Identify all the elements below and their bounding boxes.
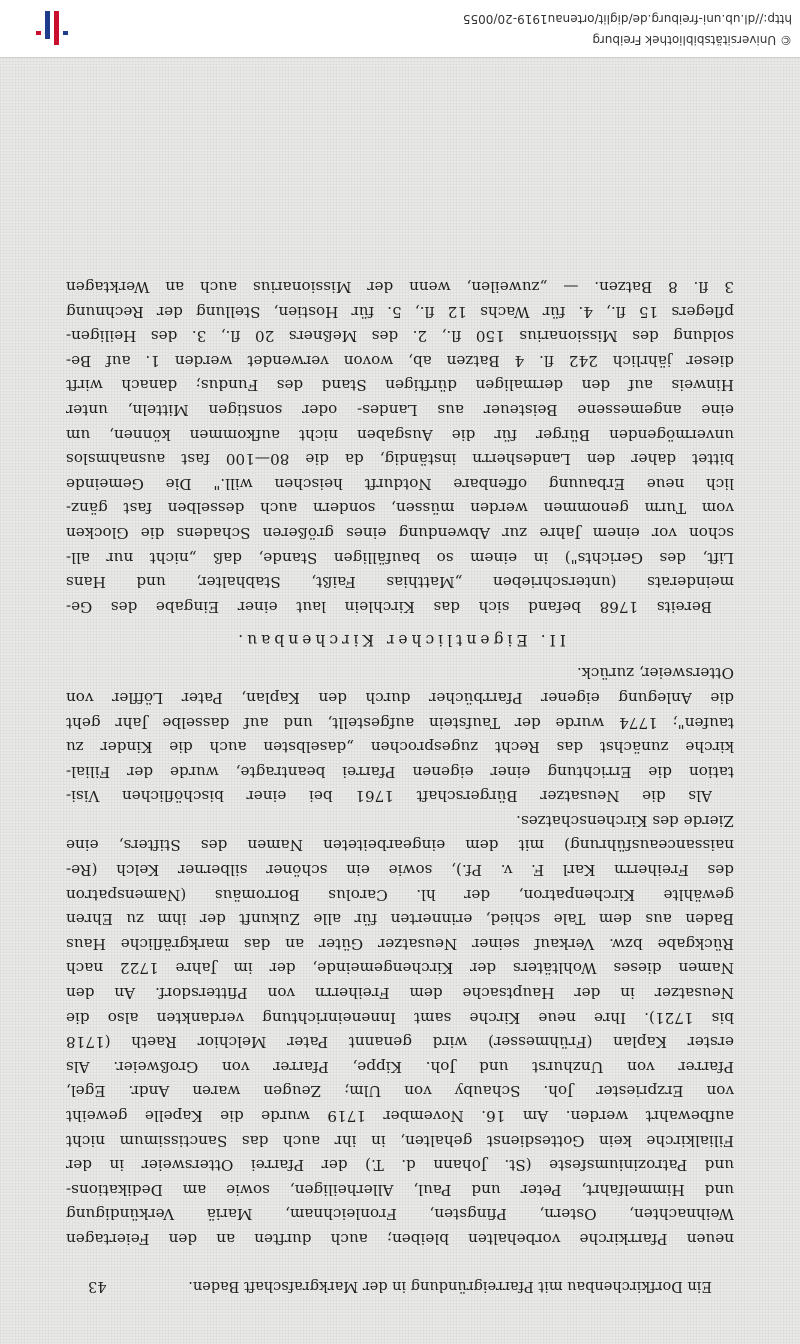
text-line: gewählte Kirchenpatron, der hl. Carolus Borromäus (Namenspatron [66,885,734,904]
text-line: tation die Errichtung einer eigenen Pfarrei beantragte, wurde der Filial- [66,762,734,781]
text-line: Pfarrer von Unzhurst und Joh. Kippe, Pfarrer von Großweier. Als [66,1057,734,1076]
running-head [88,1278,712,1294]
text-line: Als die Neusatzer Bürgerschaft 1761 bei einer bischöflichen Visi- [66,787,712,806]
text-line: Lift, des Gerichts") in einem so baufälligen Stande, daß „nicht nur all- [66,548,734,567]
text-line: soldung des Missionarius 150 fl., 2. des Meßners 20 fl., 3. des Heiligen- [66,327,734,346]
text-line: und Himmelfahrt, Peter und Paul, Allerheiligen, sowie am Dedikations- [66,1180,734,1199]
text-line: und Patroziniumsfeste (St. Johann d. T.) der Pfarrei Ottersweier in der [66,1156,734,1175]
text-line: Rückgabe bzw. Verkauf seiner Neusatzer Güter an das markgräfliche Haus [66,934,734,953]
text-line: meinderats (unterschrieben „Matthias Faißt, Stabhalter, und Hans [66,573,734,592]
logo-bar-left [63,31,68,35]
text-line: eine angemessene Beisteuer aus Landes- oder sonstigen Mitteln, unter [66,401,734,419]
text-line: unvermögenden Bürger für die Ausgaben nicht aufkommen können, um [66,425,734,444]
logo-bar-tall [54,11,59,45]
paragraph-block-before-heading [66,661,734,1251]
permalink-link[interactable]: http://dl.ub.uni-freiburg.de/diglit/ortenau1919-20/0055 [462,12,792,26]
text-line: Namen dieses Wohltäters der Kirchengemeinde, der im Jahre 1722 nach [66,959,734,978]
ub-freiburg-logo-icon[interactable] [30,7,72,49]
text-line: aufbewahrt werden. Am 16. November 1719 wurde die Kapelle geweiht [66,1107,734,1126]
text-line: des Freiherrn Karl F. v. Pf.), sowie ein schöner silberner Kelch (Re- [66,861,734,880]
text-line: 3 fl. 8 Batzen. — „zuweilen, wenn der Missionarius auch an Werktagen [66,278,734,297]
text-line: schon vor einem Jahre zur Abwendung eines größeren Schadens die Glocken [66,523,734,542]
body-text [66,274,734,1251]
text-line: Neusatzer in der Hauptsache dem Freiherrn von Pfittersdorf. An den [66,984,734,1003]
text-line: Filialkirche kein Gottesdienst gehalten, in ihr auch das Sanctissimum nicht [66,1131,734,1150]
copyright-text: © Universitätsbibliothek Freiburg [592,33,792,47]
page-number: 43 [88,1278,107,1294]
text-line: Weihnachten, Ostern, Pfingsten, Fronleichnam, Mariä Verkündigung [66,1205,734,1224]
text-line: erster Kaplan (Frühmesser) wird genannt Pater Melchior Raeth (1718 [66,1033,734,1052]
text-line: bis 1721). Ihre neue Kirche samt Inneneinrichtung verdankten also die [66,1008,734,1027]
text-line: pflegers 15 fl., 4. für Wachs 12 fl., 5. für Hostien, Stellung der Rechnung [66,302,734,321]
text-line: vom Turm genommen werden müssen, sondern auch desselben fast gänz- [66,499,734,518]
page-scan [0,58,800,1344]
text-line: bittet daher den Landesherrn inständig, da die 80—100 fast ausnahmslos [66,450,734,469]
text-line: neuen Pfarrkirche vorbehalten bleiben; auch durften an den Feiertagen [66,1230,734,1248]
text-line: lich neue Erbauung offenbare Notdurft heischen will." Die Gemeinde [66,474,734,493]
text-line: Ottersweier, zurück. [576,664,734,683]
text-line: die Anlegung eigener Pfarrbücher durch den Kaplan, Pater Löffler von [66,688,734,707]
paragraph-block-after-heading [66,274,734,618]
text-line: taufen"; 1774 wurde der Taufstein aufgestellt, und auf dasselbe Jahr geht [66,713,734,732]
section-heading: II. Eigentlicher Kirchenbau. [234,630,566,649]
running-head-title: Ein Dorfkirchenbau mit Pfarreigründung in der Markgrafschaft Baden. [188,1278,712,1294]
text-line: Baden aus dem Tale schied, erinnerten für alle Zukunft der ihm zu Ehren [66,910,734,929]
logo-bar-mid [45,11,50,39]
text-line: Hinweis auf den dermaligen dürftigen Stand des Fundus; danach wirft [66,376,734,395]
text-line: Zierde des Kirchenschatzes. [516,811,734,830]
text-line: naissanceausführung) mit dem eingearbeiteten Namen des Stifters, eine [66,836,734,855]
text-line: von Erzpriester Joh. Schauby von Ulm; Zeugen waren Andr. Egel, [66,1082,734,1101]
footer-bar [0,0,800,58]
text-line: kirche zunächst das Recht zugesprochen „daselbsten auch die Kinder zu [66,738,734,757]
text-line: Bereits 1768 befand sich das Kirchlein laut einer Eingabe des Ge- [66,597,712,616]
text-line: dieser jährlich 242 fl. 4 Batzen ab, wovon verwendet werden 1. auf Be- [66,351,734,370]
logo-bar-right [36,31,41,35]
